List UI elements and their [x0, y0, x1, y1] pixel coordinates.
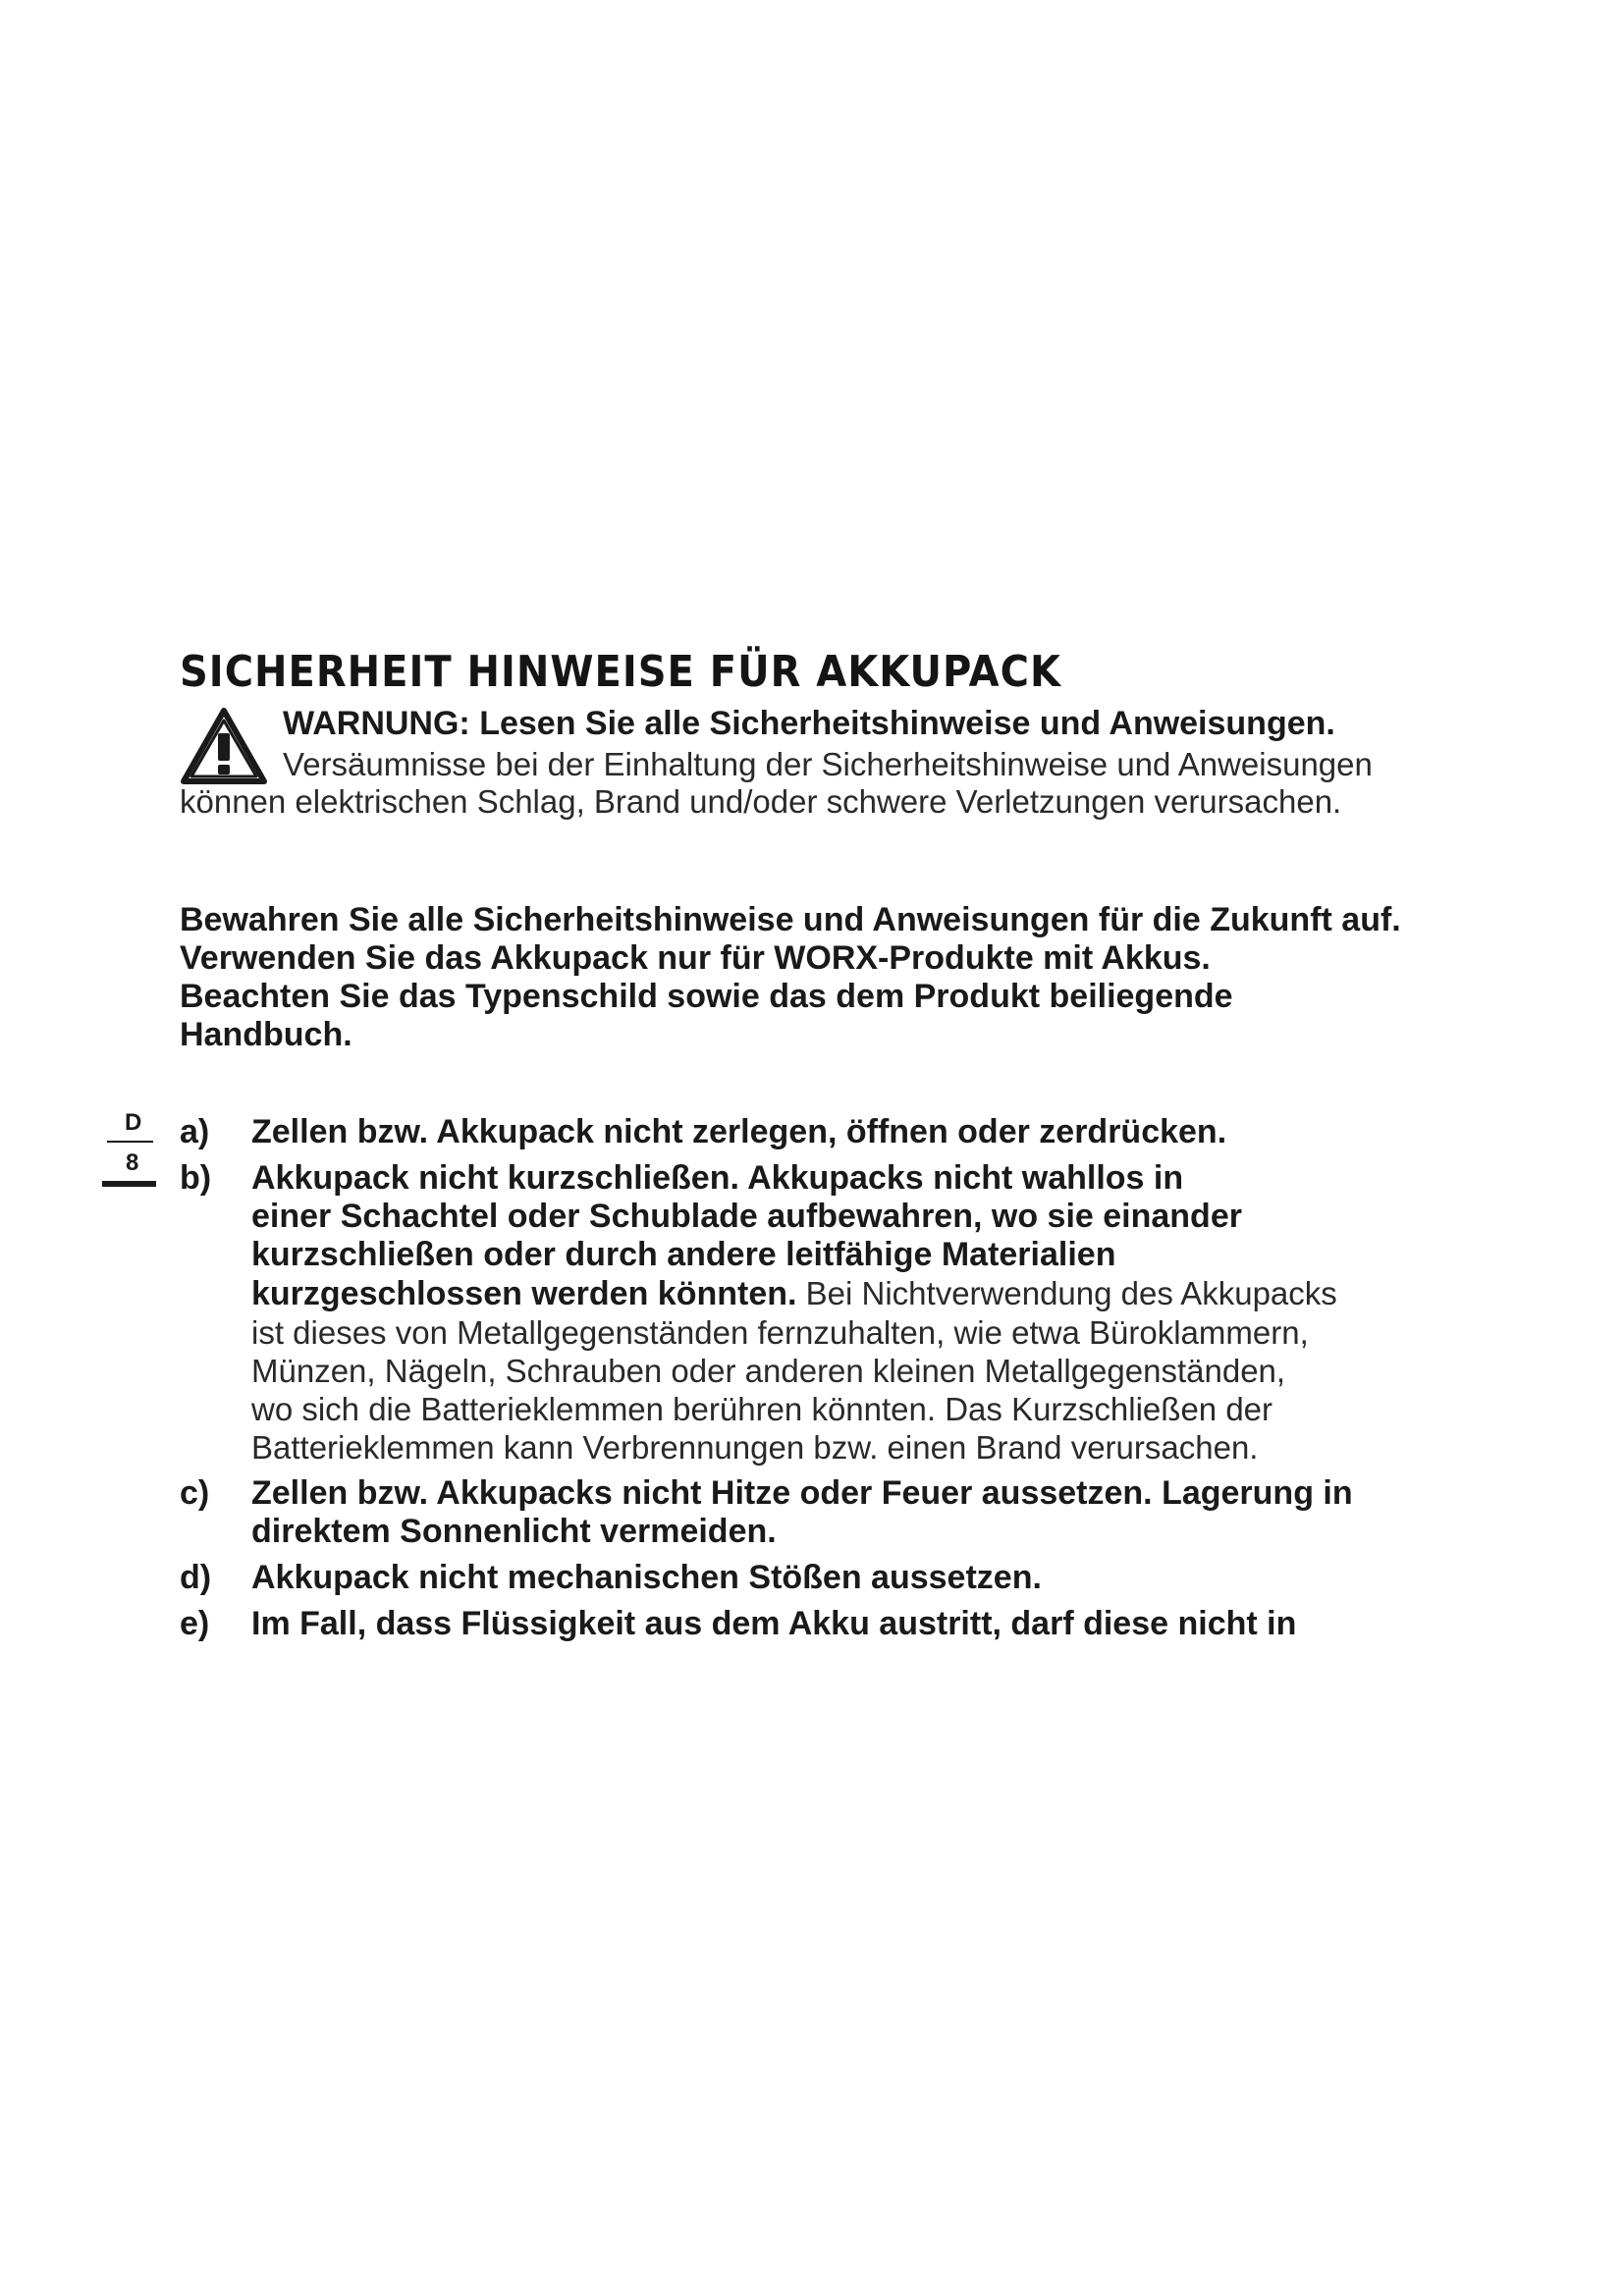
instruction-paragraph: [180, 901, 1574, 1054]
list-item: [180, 1113, 1574, 1151]
item-text: Akkupack nicht kurzschließen. Akkupacks nicht wahllos in: [251, 1159, 1184, 1197]
item-text: Im Fall, dass Flüssigkeit aus dem Akku austritt, darf diese nicht in: [251, 1605, 1297, 1642]
list-marker: d): [180, 1559, 212, 1596]
item-text: Bei Nichtverwendung des Akkupacks: [796, 1275, 1337, 1311]
divider: [102, 1181, 156, 1187]
list-marker: b): [180, 1159, 212, 1197]
list-marker: a): [180, 1113, 210, 1150]
item-text: kurzgeschlossen werden könnten.: [251, 1275, 797, 1312]
item-text: Münzen, Nägeln, Schrauben oder anderen kleinen Metallgegenständen,: [251, 1353, 1286, 1389]
language-code: D: [125, 1109, 142, 1136]
page-number: 8: [126, 1149, 139, 1176]
list-item: [180, 1605, 1574, 1643]
paragraph-line: Verwenden Sie das Akkupack nur für WORX-Produkte mit Akkus.: [180, 939, 1211, 977]
item-text: direktem Sonnenlicht vermeiden.: [251, 1513, 777, 1550]
paragraph-line: Handbuch.: [180, 1016, 352, 1053]
section-title: SICHERHEIT HINWEISE FÜR AKKUPACK: [180, 648, 1061, 697]
safety-list: [180, 1113, 1574, 1651]
list-marker: e): [180, 1605, 210, 1642]
divider: [107, 1141, 153, 1143]
warning-heading: WARNUNG: Lesen Sie alle Sicherheitshinweise und Anweisungen.: [283, 705, 1335, 742]
item-text: Zellen bzw. Akkupacks nicht Hitze oder Feuer aussetzen. Lagerung in: [251, 1474, 1353, 1512]
item-text: Batterieklemmen kann Verbrennungen bzw. einen Brand verursachen.: [251, 1429, 1259, 1466]
list-marker: c): [180, 1474, 210, 1512]
list-item: [180, 1159, 1574, 1467]
list-item: [180, 1559, 1574, 1597]
item-text: Zellen bzw. Akkupack nicht zerlegen, öffnen oder zerdrücken.: [251, 1113, 1227, 1150]
item-text: Akkupack nicht mechanischen Stößen aussetzen.: [251, 1559, 1042, 1596]
list-item: [180, 1474, 1574, 1551]
warning-text: Versäumnisse bei der Einhaltung der Sicherheitshinweise und Anweisungen können elektrischen Schlag, Brand und/oder schwere Verletzungen verursachen.: [180, 746, 1373, 820]
item-text: ist dieses von Metallgegenständen fernzuhalten, wie etwa Büroklammern,: [251, 1314, 1309, 1351]
item-text: wo sich die Batterieklemmen berühren könnten. Das Kurzschließen der: [251, 1391, 1273, 1427]
paragraph-line: Beachten Sie das Typenschild sowie das dem Produkt beiliegende: [180, 978, 1233, 1015]
paragraph-line: Bewahren Sie alle Sicherheitshinweise und Anweisungen für die Zukunft auf.: [180, 901, 1401, 938]
item-text: einer Schachtel oder Schublade aufbewahren, wo sie einander: [251, 1198, 1242, 1235]
item-text: kurzschließen oder durch andere leitfähige Materialien: [251, 1236, 1116, 1273]
